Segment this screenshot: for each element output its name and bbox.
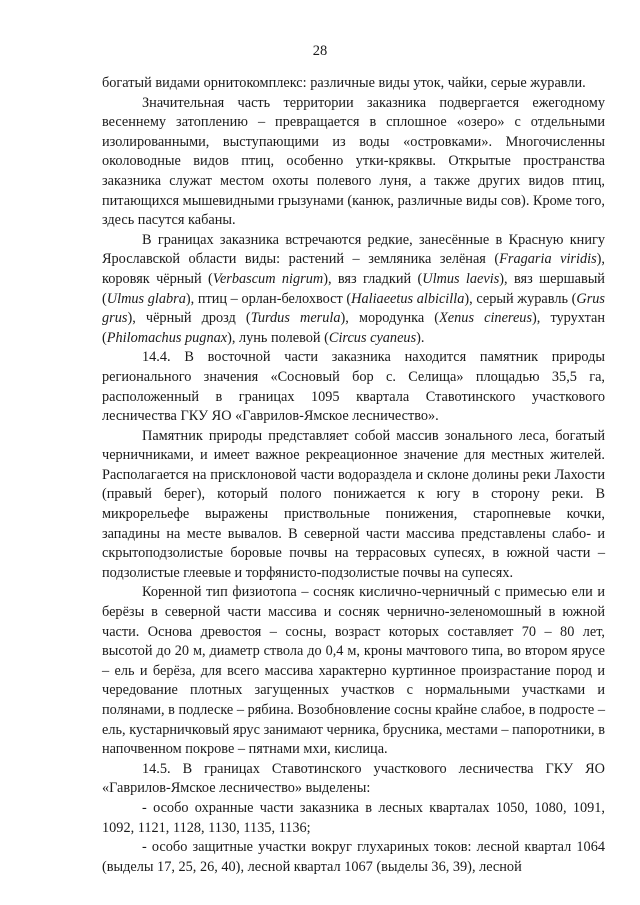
text-run: В границах заказника встречаются редкие, занесённые в Красную книгу Ярославской области виды: растений – земляника зелёная ( <box>102 231 605 268</box>
text-run: ). <box>416 329 425 346</box>
species-name: Ulmus laevis <box>422 270 500 287</box>
text-run: ), турухтан ( <box>102 310 605 346</box>
text-run: богатый видами орнитокомплекс: различные виды уток, чайки, серые журавли. <box>102 75 586 91</box>
text-run: ), коровяк чёрный ( <box>102 251 605 287</box>
text-run: ), вяз шершавый ( <box>102 270 605 307</box>
text-run: Коренной тип физиотопа – сосняк кислично-черничный с примесью ели и берёзы в северной части массива и сосняк чернично-зеленомошный в южной части. Основа древостоя – сосны, возраст которых составляет 70 – 80 лет, высотой до 20 м, диаметр ствола до 0,4 м, кроны мачтового типа, во втором ярусе – ель и берёза, для всего массива характерно куртинное произрастание пород и чередование плотных загущенных участков с нормальными участками и полянами, в подлеске – рябина. Возобновление сосны крайне слабое, в подросте – ель, кустарничковый ярус занимают черника, брусника, местами – папоротники, в напочвенном покрове – пятнами мхи, кислица. <box>102 584 606 758</box>
text-run: ), мородунка ( <box>340 310 440 327</box>
species-name: Philomachus pugnax <box>106 329 228 346</box>
species-name: Haliaeetus albicilla <box>351 290 465 307</box>
text-run: ), лунь полевой ( <box>227 329 329 346</box>
page-number: 28 <box>312 43 328 59</box>
species-name: Xenus cinereus <box>439 310 533 327</box>
document-body <box>102 74 605 877</box>
text-run: Памятник природы представляет собой массив зонального леса, богатый черничниками, и имеет важное рекреационное значение для местных жителей. Располагается на присклоновой части водораздела и склоне долины реки Лахости (правый берег), который полого понижается к югу в сторону реки. В микрорельефе выражены приствольные понижения, старопневые кочки, западины на месте вывалов. В северной части массива представлены слабо- и скрытоподзолистые боровые почвы на террасовых супесях, в южной части – подзолистые глеевые и торфянисто-подзолистые почвы на супесях. <box>102 427 605 581</box>
text-run: 14.4. В восточной части заказника находится памятник природы регионального значения «Сосновый бор с. Селища» площадью 35,5 га, расположенный в границах 1095 квартала Ставотинского участкового лесничества ГКУ ЯО «Гаврилов-Ямское лесничество». <box>102 349 605 425</box>
species-name: Ulmus glabra <box>106 290 186 307</box>
paragraph-p5 <box>102 427 605 584</box>
text-run: - особо охранные части заказника в лесных кварталах 1050, 1080, 1091, 1092, 1121, 1128, 1130, 1135, 1136; <box>102 799 605 836</box>
species-name: Fragaria viridis <box>499 251 597 268</box>
species-name: Verbascum nigrum <box>212 270 324 287</box>
text-run: ), серый журавль ( <box>464 290 577 307</box>
paragraph-p3 <box>102 231 605 349</box>
species-name: Circus cyaneus <box>328 329 417 346</box>
paragraph-p1 <box>102 74 605 94</box>
paragraph-p6 <box>102 583 605 759</box>
paragraph-p7 <box>102 760 605 799</box>
text-run: Значительная часть территории заказника подвергается ежегодному весеннему затоплению – превращается в сплошное «озеро» с отдельными изолированными, выступающими из воды «островками». Многочисленны околоводные видов птиц, особенно утки-кряквы. Открытые пространства заказника служат местом охоты полевого луня, а также других видов птиц, питающихся мышевидными грызунами (канюк, различные виды сов). Кроме того, здесь пасутся кабаны. <box>102 94 605 229</box>
text-run: ), вяз гладкий ( <box>323 270 423 287</box>
text-run: ), чёрный дрозд ( <box>127 310 251 327</box>
paragraph-p4 <box>102 348 605 426</box>
text-run: ), птиц – орлан-белохвост ( <box>185 290 352 307</box>
paragraph-p2 <box>102 94 605 231</box>
species-name: Grus grus <box>102 290 605 327</box>
paragraph-p9 <box>102 838 605 877</box>
text-run: - особо защитные участки вокруг глухариных токов: лесной квартал 1064 (выделы 17, 25, 26, 40), лесной квартал 1067 (выделы 36, 39), лесной <box>102 839 605 875</box>
paragraph-p8 <box>102 799 605 838</box>
text-run: 14.5. В границах Ставотинского участкового лесничества ГКУ ЯО «Гаврилов-Ямское лесничество» выделены: <box>102 760 605 797</box>
species-name: Turdus merula <box>250 310 341 327</box>
